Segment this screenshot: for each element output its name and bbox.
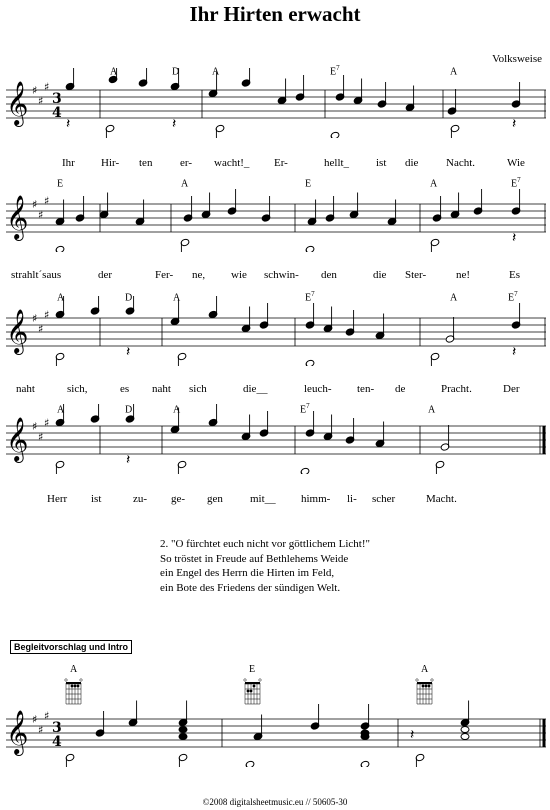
finger-dot: [74, 685, 77, 688]
chord-name: D: [172, 66, 180, 78]
lyric-syllable: naht: [152, 383, 171, 395]
intro-chord-note: [461, 727, 469, 733]
lyric-syllable: Pracht.: [441, 383, 472, 395]
sharp-sign: ♯: [32, 312, 38, 325]
lyric-syllable: himm-: [301, 493, 331, 505]
intro-chord-name: A: [70, 664, 78, 675]
intro-chord-name: E: [249, 664, 256, 675]
open-string: [431, 679, 433, 681]
sharp-sign: ♯: [44, 194, 50, 208]
open-string: [65, 679, 67, 681]
chord-name: E: [300, 404, 307, 416]
sharp-sign: ♯: [44, 80, 50, 94]
chord-name: E: [508, 292, 515, 304]
open-string: [259, 679, 261, 681]
finger-dot: [250, 690, 253, 693]
verse-2: [160, 537, 370, 595]
intro-chord-note: [461, 734, 469, 740]
finger-dot: [425, 685, 428, 688]
sharp-sign: ♯: [38, 723, 44, 737]
quarter-rest: 𝄽: [172, 116, 177, 132]
time-signature-bottom: 4: [52, 105, 62, 121]
lyric-syllable: ten: [139, 157, 153, 169]
sharp-sign: ♯: [44, 308, 50, 322]
lyric-syllable: die__: [243, 383, 268, 395]
chord-extension: 7: [517, 176, 521, 184]
open-string: [244, 679, 246, 681]
lyric-syllable: Er-: [274, 157, 288, 169]
lyric-syllable: Wie: [507, 157, 525, 169]
lyric-syllable: ne,: [192, 269, 206, 281]
nut: [245, 682, 260, 684]
chord-name: A: [450, 292, 458, 304]
staff: [0, 68, 550, 138]
lyric-syllable: strahlt´saus: [11, 269, 62, 281]
quarter-rest: 𝄽: [512, 344, 517, 360]
nut: [66, 682, 81, 684]
lyric-syllable: wie: [231, 269, 247, 281]
lyric-syllable: de: [395, 383, 406, 395]
chord-symbol: [173, 402, 180, 415]
lyric-syllable: Nacht.: [446, 157, 476, 169]
sharp-sign: ♯: [38, 208, 44, 222]
finger-dot: [422, 685, 425, 688]
chord-symbol: [300, 402, 310, 415]
chord-symbol: [305, 176, 311, 189]
quarter-rest: 𝄽: [66, 116, 71, 132]
lyric-syllable: hellt_: [324, 157, 350, 169]
chord-name: A: [430, 178, 438, 190]
lyric-syllable: Es: [509, 269, 520, 281]
finger-dot: [71, 685, 74, 688]
chord-name: A: [173, 292, 181, 304]
chord-symbol: [125, 290, 132, 303]
verse-line: 2. "O fürchtet euch nicht vor göttlichem Licht!": [160, 538, 370, 550]
lyric-syllable: es: [120, 383, 130, 395]
lyric-syllable: ne!: [456, 269, 471, 281]
chord-name: E: [57, 178, 64, 190]
finger-dot: [77, 685, 80, 688]
lyric-syllable: Macht.: [426, 493, 457, 505]
sharp-sign: ♯: [32, 84, 38, 97]
finger-dot: [253, 685, 256, 688]
verse-line: So tröstet in Freude auf Bethlehems Weide: [160, 552, 349, 565]
chord-name: E: [511, 178, 518, 190]
intro-chord-note: [179, 727, 187, 733]
chord-name: E: [330, 66, 337, 78]
lyric-syllable: ist: [91, 493, 102, 505]
chord-symbol: [450, 290, 457, 303]
chord-name: A: [450, 66, 458, 78]
chord-extension: 7: [306, 402, 310, 410]
time-signature-top: 3: [52, 91, 62, 107]
chord-symbol: [450, 64, 457, 77]
chord-name: A: [428, 404, 436, 416]
chord-extension: 7: [514, 290, 518, 298]
chord-symbol: [305, 290, 315, 303]
intro-chord-name: A: [421, 664, 429, 675]
quarter-rest: 𝄽: [512, 116, 517, 132]
quarter-rest: 𝄽: [410, 727, 415, 743]
sharp-sign: ♯: [38, 322, 44, 336]
lyric-syllable: naht: [16, 383, 35, 395]
intro-chord-note: [361, 734, 369, 740]
nut: [417, 682, 432, 684]
copyright-footer: ©2008 digitalsheetmusic.eu // 50605-30: [202, 797, 348, 807]
time-signature-top: 3: [52, 720, 62, 736]
lyric-syllable: Ster-: [405, 269, 427, 281]
lyric-syllable: ge-: [171, 493, 186, 505]
chord-extension: 7: [311, 290, 315, 298]
chord-name: D: [125, 404, 133, 416]
chord-symbol: [508, 290, 518, 303]
lyric-syllable: sich: [189, 383, 207, 395]
lyric-syllable: Hir-: [101, 157, 120, 169]
chord-symbol: [511, 176, 521, 189]
sharp-sign: ♯: [38, 94, 44, 108]
sharp-sign: ♯: [32, 198, 38, 211]
chord-name: E: [305, 292, 312, 304]
chord-name: A: [110, 66, 118, 78]
lyric-syllable: mit__: [250, 493, 276, 505]
verse-line: ein Engel des Herrn die Hirten im Feld,: [160, 567, 335, 580]
chord-name: A: [57, 292, 65, 304]
lyric-syllable: zu-: [133, 493, 148, 505]
lyric-syllable: Herr: [47, 493, 68, 505]
lyric-syllable: wacht!_: [214, 157, 250, 169]
lyric-syllable: die: [405, 157, 419, 169]
lyric-syllable: der: [98, 269, 113, 281]
chord-symbol: [430, 176, 437, 189]
chord-extension: 7: [336, 64, 340, 72]
chord-symbol: [57, 290, 64, 303]
lyric-syllable: sich,: [67, 383, 88, 395]
lyric-syllable: leuch-: [304, 383, 332, 395]
lyric-syllable: gen: [207, 493, 223, 505]
lyric-syllable: er-: [180, 157, 192, 169]
composer-credit: Volksweise: [492, 53, 542, 65]
open-string: [80, 679, 82, 681]
sharp-sign: ♯: [44, 416, 50, 430]
sharp-sign: ♯: [44, 709, 50, 723]
staff: [0, 296, 550, 366]
lyric-syllable: Der: [503, 383, 520, 395]
lyric-syllable: schwin-: [264, 269, 299, 281]
open-string: [416, 679, 418, 681]
intro-chord-note: [179, 734, 187, 740]
chord-name: A: [57, 404, 65, 416]
staff: [0, 182, 550, 252]
chord-symbol: [173, 290, 180, 303]
lyric-syllable: den: [321, 269, 337, 281]
chord-name: A: [181, 178, 189, 190]
finger-dot: [428, 685, 431, 688]
lyric-syllable: ist: [376, 157, 387, 169]
staff: [0, 404, 550, 474]
lyric-syllable: li-: [347, 493, 357, 505]
lyric-syllable: die: [373, 269, 387, 281]
verse-line: ein Bote des Friedens der sündigen Welt.: [160, 581, 341, 594]
chord-name: E: [305, 178, 312, 190]
chord-symbol: [181, 176, 188, 189]
sharp-sign: ♯: [38, 430, 44, 444]
chord-symbol: [330, 64, 340, 77]
chord-symbol: [428, 402, 435, 415]
quarter-rest: 𝄽: [126, 452, 131, 468]
staff: [0, 697, 550, 767]
sharp-sign: ♯: [32, 420, 38, 433]
chord-name: A: [173, 404, 181, 416]
chord-symbol: [57, 402, 64, 415]
chord-symbol: [212, 64, 219, 77]
lyric-syllable: ten-: [357, 383, 375, 395]
treble-clef: 𝄞: [6, 309, 29, 353]
treble-clef: 𝄞: [6, 710, 29, 754]
chord-symbol: [125, 402, 132, 415]
quarter-rest: 𝄽: [126, 344, 131, 360]
chord-name: D: [125, 292, 133, 304]
treble-clef: 𝄞: [6, 417, 29, 461]
treble-clef: 𝄞: [6, 195, 29, 239]
sharp-sign: ♯: [32, 713, 38, 726]
intro-heading: Begleitvorschlag und Intro: [10, 640, 132, 654]
chord-symbol: [57, 176, 63, 189]
chord-symbol: [110, 64, 117, 77]
chord-name: A: [212, 66, 220, 78]
treble-clef: 𝄞: [6, 81, 29, 125]
lyric-syllable: Ihr: [62, 157, 75, 169]
lyric-syllable: scher: [372, 493, 396, 505]
finger-dot: [247, 690, 250, 693]
lyric-syllable: Fer-: [155, 269, 174, 281]
chord-symbol: [172, 64, 179, 77]
quarter-rest: 𝄽: [512, 230, 517, 246]
page-title: Ihr Hirten erwacht: [189, 2, 361, 26]
time-signature-bottom: 4: [52, 734, 62, 750]
